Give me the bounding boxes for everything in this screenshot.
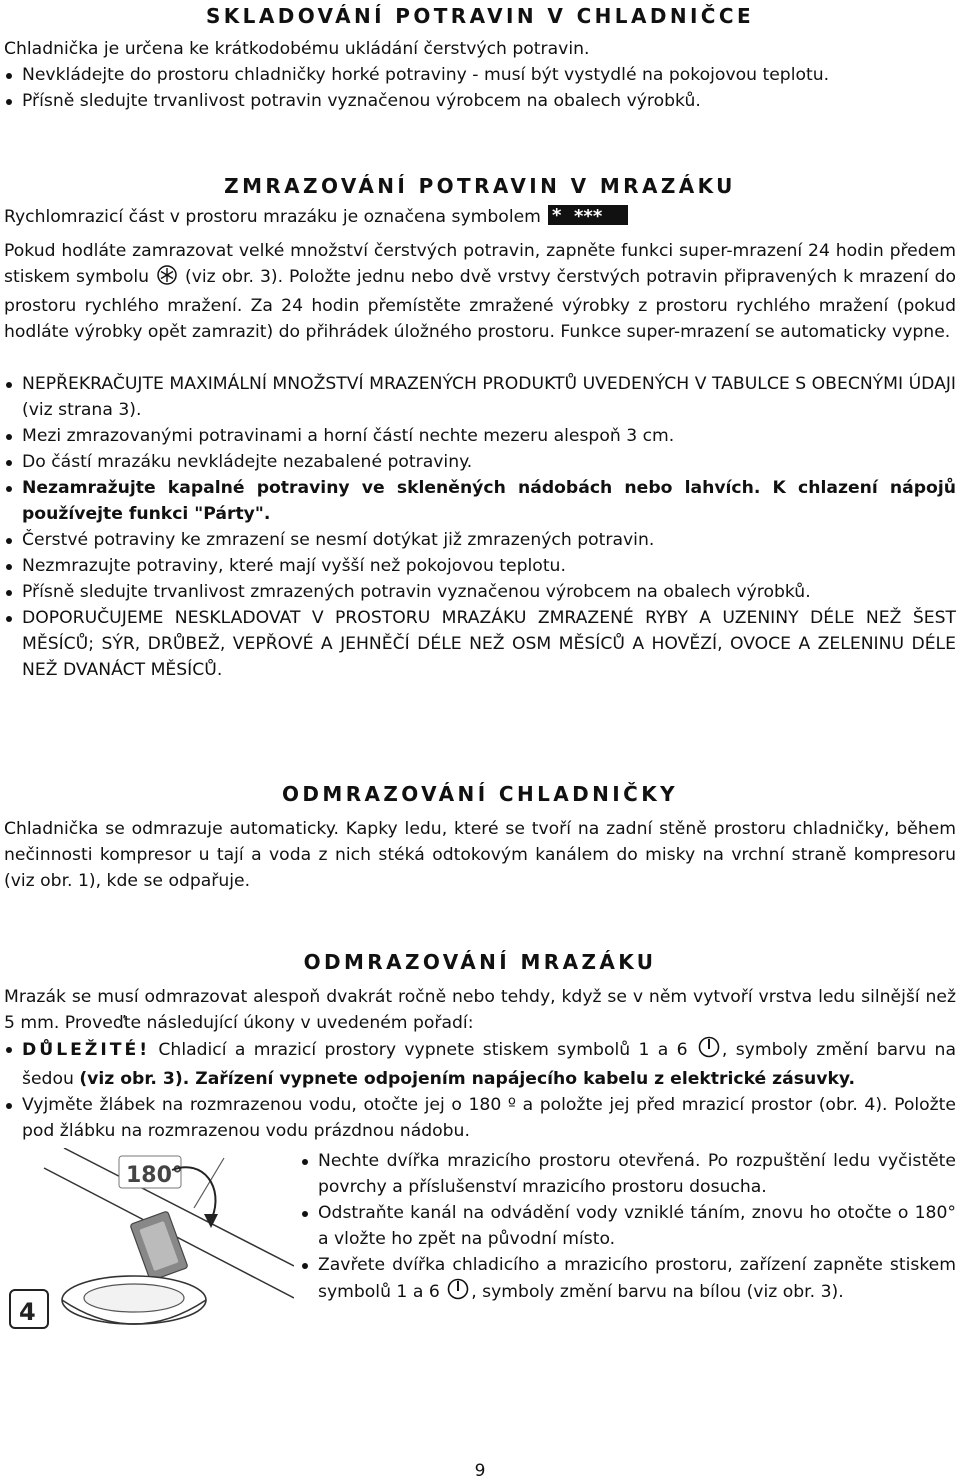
list-item: Nevkládejte do prostoru chladničky horké potraviny - musí být vystydlé na pokojovou teplotu. [4, 62, 956, 88]
bullet-list [4, 371, 956, 683]
bullet-list [4, 62, 956, 114]
bullet-list [300, 1148, 956, 1308]
list-item-text: Chladicí a mrazicí prostory vypnete stiskem symbolů 1 a 6 [150, 1040, 696, 1060]
angle-label: 180° [126, 1163, 183, 1188]
list-item: Mezi zmrazovanými potravinami a horní částí nechte mezeru alespoň 3 cm. [4, 423, 956, 449]
section-title: SKLADOVÁNÍ POTRAVIN V CHLADNIČCE [205, 4, 755, 28]
list-item [300, 1252, 956, 1308]
paragraph-text: Pokud hodláte zamrazovat velké množství čerstvých potravin, zapněte funkci super-mrazení 24 hodin předem stiskem symbolu [4, 241, 956, 287]
list-item: Nezmrazujte potraviny, které mají vyšší než pokojovou teplotu. [4, 553, 956, 579]
paragraph [4, 238, 956, 345]
list-item: Vyjměte žlábek na rozmrazenou vodu, otočte jej o 180 º a položte jej před mrazicí prostor (obr. 4). Položte pod žlábku na rozmrazenou vodu prázdnou nádobu. [4, 1092, 956, 1144]
page-number: 9 [474, 1461, 486, 1481]
section-title: ODMRAZOVÁNÍ MRAZÁKU [303, 950, 657, 974]
list-item [4, 1036, 956, 1092]
svg-text:***: *** [574, 206, 603, 225]
super-freeze-icon [157, 265, 177, 293]
power-icon [447, 1278, 469, 1308]
list-item: Odstraňte kanál na odvádění vody vzniklé táním, znovu ho otočte o 180° a vložte ho zpět na původní místo. [300, 1200, 956, 1252]
section-fridge-defrost [4, 780, 956, 894]
bullet-list [4, 1036, 956, 1144]
section-freezing [4, 172, 956, 683]
section-freezer-defrost [4, 948, 956, 1348]
section-title: ZMRAZOVÁNÍ POTRAVIN V MRAZÁKU [224, 174, 736, 198]
list-item: NEPŘEKRAČUJTE MAXIMÁLNÍ MNOŽSTVÍ MRAZENÝCH PRODUKTŮ UVEDENÝCH V TABULCE S OBECNÝMI ÚDAJI (viz strana 3). [4, 371, 956, 423]
list-item: Přísně sledujte trvanlivost zmrazených potravin vyznačenou výrobcem na obalech výrobků. [4, 579, 956, 605]
important-label: DŮLEŽITÉ! [22, 1040, 151, 1060]
section-fridge-storage [4, 2, 956, 114]
section-title: ODMRAZOVÁNÍ CHLADNIČKY [282, 782, 678, 806]
figure-number: 4 [19, 1298, 36, 1326]
paragraph-text: Rychlomrazicí část v prostoru mrazáku je označena symbolem [4, 207, 541, 227]
intro-text: Chladnička je určena ke krátkodobému ukládání čerstvých potravin. [4, 39, 590, 59]
figure-4-illustration [4, 1148, 294, 1348]
paragraph [4, 204, 956, 233]
snowflake-stars-symbol-icon [548, 205, 628, 233]
list-item-text: , symboly změní barvu na šedou [22, 1040, 956, 1089]
paragraph-text: (viz obr. 3). Položte jednu nebo dvě vrstvy čerstvých potravin připravených k mrazení do prostoru rychlého mražení. Za 24 hodin přemístěte zmražené výrobky z prostoru rychlého mražení (pokud hodláte výrobky opět zamrazit) do přihrádek úložného prostoru. Funkce super-mrazení se automaticky vypne. [4, 267, 957, 342]
list-item: Nezamražujte kapalné potraviny ve skleněných nádobách nebo lahvích. K chlazení nápojů používejte funkci "Párty". [4, 475, 956, 527]
paragraph: Chladnička se odmrazuje automaticky. Kapky ledu, které se tvoří na zadní stěně prostoru chladničky, během nečinnosti kompresor u tají a voda z nich stéká odtokovým kanálem do misky na vrchní straně kompresoru (viz obr. 1), kde se odpařuje. [4, 819, 956, 891]
list-item-text: Zavřete dvířka chladicího a mrazicího prostoru, zařízení zapněte stiskem symbolů 1 a 6 [318, 1255, 956, 1302]
list-item: Nechte dvířka mrazicího prostoru otevřená. Po rozpuštění ledu vyčistěte povrchy a příslušenství mrazicího prostoru dosucha. [300, 1148, 956, 1200]
svg-text:*: * [552, 205, 562, 225]
paragraph: Mrazák se musí odmrazovat alespoň dvakrát ročně nebo tehdy, když se v něm vytvoří vrstva ledu silnější než 5 mm. Proveďte následující úkony v uvedeném pořadí: [4, 987, 956, 1033]
power-icon [698, 1036, 720, 1066]
figure-row [4, 1148, 956, 1348]
list-item: Do částí mrazáku nevkládejte nezabalené potraviny. [4, 449, 956, 475]
list-item-text: (viz obr. 3). Zařízení vypnete odpojením napájecího kabelu z elektrické zásuvky. [79, 1069, 856, 1089]
list-item-text: , symboly změní barvu na bílou (viz obr. 3). [471, 1282, 844, 1302]
list-item: Přísně sledujte trvanlivost potravin vyznačenou výrobcem na obalech výrobků. [4, 88, 956, 114]
list-item: DOPORUČUJEME NESKLADOVAT V PROSTORU MRAZÁKU ZMRAZENÉ RYBY A UZENINY DÉLE NEŽ ŠEST MĚSÍCŮ; SÝR, DRŮBEŽ, VEPŘOVÉ A JEHNĚČÍ DÉLE NEŽ OSM MĚSÍCŮ A HOVĚZÍ, OVOCE A ZELENINU DÉLE NEŽ DVANÁCT MĚSÍCŮ. [4, 605, 956, 683]
list-item: Čerstvé potraviny ke zmrazení se nesmí dotýkat již zmrazených potravin. [4, 527, 956, 553]
